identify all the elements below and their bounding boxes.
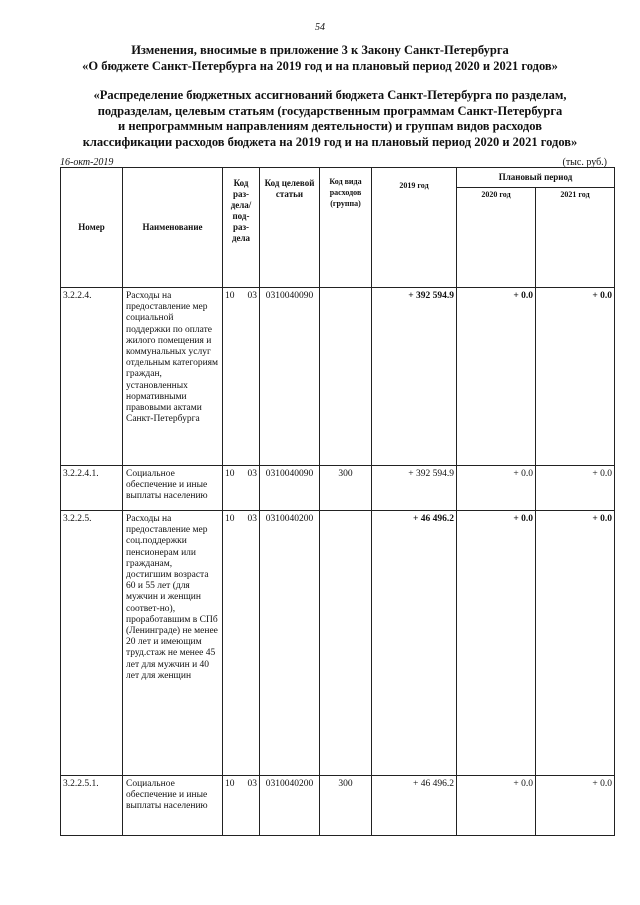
subtitle-line: классификации расходов бюджета на 2019 год и на плановый период 2020 и 2021 годов»	[82, 134, 578, 149]
section-code: 10	[225, 779, 235, 789]
header-2020: 2020 год	[457, 188, 536, 288]
row-section-code	[223, 288, 260, 466]
budget-table	[60, 167, 615, 836]
row-section-code	[223, 511, 260, 776]
subtitle-line: подразделам, целевым статьям (государственным программам Санкт-Петербурга	[97, 103, 563, 118]
row-number: 3.2.2.4.1.	[61, 466, 123, 511]
row-value-2021: + 0.0	[536, 466, 615, 511]
row-expense-type: 300	[320, 466, 372, 511]
row-section-code	[223, 776, 260, 836]
row-target-code: 0310040090	[260, 288, 320, 466]
header-2021: 2021 год	[536, 188, 615, 288]
units-label: (тыс. руб.)	[562, 157, 607, 168]
row-name: Социальное обеспечение и иные выплаты населению	[123, 776, 223, 836]
table-row	[61, 776, 615, 836]
title-line: «О бюджете Санкт-Петербурга на 2019 год и на плановый период 2020 и 2021 годов»	[82, 59, 558, 73]
row-number: 3.2.2.5.	[61, 511, 123, 776]
header-name: Наименование	[123, 168, 223, 288]
row-value-2019: + 392 594.9	[372, 288, 457, 466]
title-line: Изменения, вносимые в приложение 3 к Закону Санкт-Петербурга	[131, 43, 509, 57]
row-target-code: 0310040200	[260, 511, 320, 776]
subsection-code: 03	[247, 779, 257, 789]
subsection-code: 03	[247, 469, 257, 479]
section-code: 10	[225, 469, 235, 479]
subtitle-line: «Распределение бюджетных ассигнований бюджета Санкт-Петербурга по разделам,	[93, 88, 567, 102]
row-number: 3.2.2.4.	[61, 288, 123, 466]
subsection-code: 03	[247, 514, 257, 524]
row-value-2020: + 0.0	[457, 776, 536, 836]
table-row	[61, 466, 615, 511]
header-number: Номер	[61, 168, 123, 288]
section-code: 10	[225, 291, 235, 301]
section-code: 10	[225, 514, 235, 524]
row-number: 3.2.2.5.1.	[61, 776, 123, 836]
document-title	[0, 42, 640, 74]
document-subtitle	[60, 88, 600, 150]
table-row	[61, 511, 615, 776]
row-value-2020: + 0.0	[457, 511, 536, 776]
header-target: Код целевой статьи	[260, 168, 320, 288]
row-name: Социальное обеспечение и иные выплаты населению	[123, 466, 223, 511]
row-name: Расходы на предоставление мер социальной поддержки по оплате жилого помещения и коммунальных услуг отдельным категориям граждан, установленных нормативными правовыми актами Санкт-Петербурга	[123, 288, 223, 466]
row-value-2020: + 0.0	[457, 288, 536, 466]
header-planned-period: Плановый период	[457, 168, 615, 188]
row-section-code	[223, 466, 260, 511]
page-number: 54	[315, 22, 325, 33]
row-name: Расходы на предоставление мер соц.поддержки пенсионерам или гражданам, достигшим возраста 60 и 55 лет (для мужчин и женщин соответ-но), проработавшим в СПб (Ленинграде) не менее 20 лет и имеющим труд.стаж не менее 45 лет для мужчин и 40 лет для женщин	[123, 511, 223, 776]
table-row	[61, 288, 615, 466]
row-expense-type	[320, 511, 372, 776]
row-value-2021: + 0.0	[536, 776, 615, 836]
subtitle-line: и непрограммным направлениям деятельности) и группам видов расходов	[118, 119, 542, 133]
row-value-2019: + 392 594.9	[372, 466, 457, 511]
header-expense-type: Код вида расходов (группа)	[320, 168, 372, 288]
header-section: Код раз-дела/ под-раз-дела	[223, 168, 260, 288]
row-value-2020: + 0.0	[457, 466, 536, 511]
row-target-code: 0310040200	[260, 776, 320, 836]
row-expense-type	[320, 288, 372, 466]
row-expense-type: 300	[320, 776, 372, 836]
row-target-code: 0310040090	[260, 466, 320, 511]
row-value-2021: + 0.0	[536, 511, 615, 776]
subsection-code: 03	[247, 291, 257, 301]
document-date: 16-окт-2019	[60, 157, 114, 168]
row-value-2021: + 0.0	[536, 288, 615, 466]
row-value-2019: + 46 496.2	[372, 511, 457, 776]
header-2019: 2019 год	[372, 168, 457, 288]
row-value-2019: + 46 496.2	[372, 776, 457, 836]
